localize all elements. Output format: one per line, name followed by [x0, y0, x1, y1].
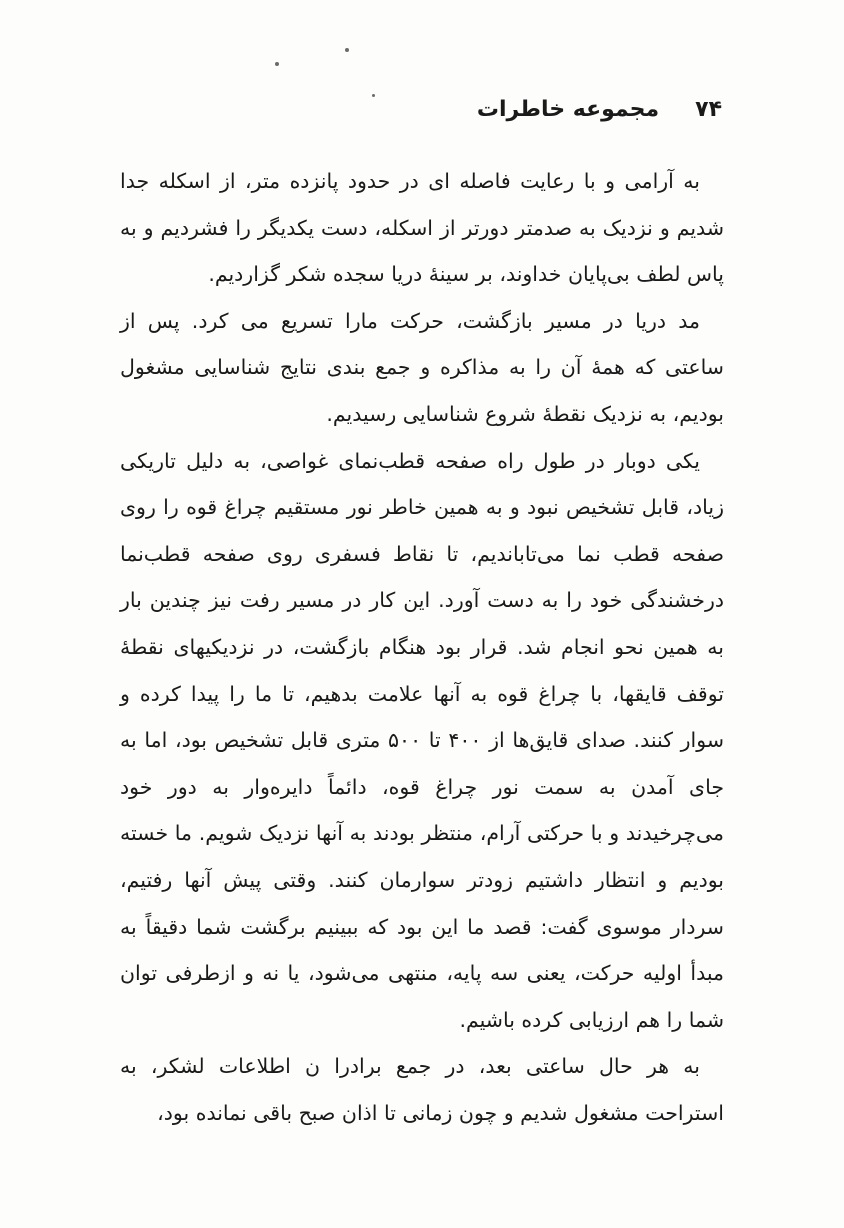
scan-speck [372, 94, 375, 97]
paragraph: به آرامی و با رعایت فاصله ای در حدود پانزده متر، از اسکله جدا شدیم و نزدیک به صدمتر دورتر از اسکله، دست یکدیگر را فشردیم و به پاس لطف بی‌پایان خداوند، بر سینهٔ دریا سجده شکر گزاردیم. [120, 169, 724, 287]
running-head [477, 92, 722, 128]
paragraph: یکی دوبار در طول راه صفحه قطب‌نمای غواصی، به دلیل تاریکی زیاد، قابل تشخیص نبود و به همین خاطر نور مستقیم چراغ قوه را روی صفحه قطب نما می‌تاباندیم، تا نقاط فسفری روی صفحه قطب‌نما درخشندگی خود را به دست آورد. این کار در مسیر رفت نیز چندین بار به همین نحو انجام شد. قرار بود هنگام بازگشت، در نزدیکیهای نقطهٔ توقف قایقها، با چراغ قوه به آنها علامت بدهیم، تا ما را پیدا کرده و سوار کنند. صدای قایق‌ها از ۴۰۰ تا ۵۰۰ متری قابل تشخیص بود، اما به جای آمدن به سمت نور چراغ قوه، دائماً دایره‌وار به دور خود می‌چرخیدند و با حرکتی آرام، منتظر بودند به آنها نزدیک شویم. ما خسته بودیم و انتظار داشتیم زودتر سوارمان کنند. وقتی پیش آنها رفتیم، سردار موسوی گفت: قصد ما این بود که ببینیم برگشت شما دقیقاً به مبدأ اولیه حرکت، یعنی سه پایه، منتهی می‌شود، یا نه و ازطرفی توان شما را هم ارزیابی کرده باشیم. [120, 448, 725, 1032]
running-title: مجموعه خاطرات [476, 97, 660, 122]
paragraph: مد دریا در مسیر بازگشت، حرکت مارا تسریع می کرد. پس از ساعتی که همهٔ آن را به مذاکره و جمع بندی نتایج شناسایی مشغول بودیم، به نزدیک نقطهٔ شروع شناسایی رسیدیم. [120, 308, 724, 426]
scan-speck [345, 48, 349, 52]
paragraph: به هر حال ساعتی بعد، در جمع برادرا ن اطلاعات لشکر، به استراحت مشغول شدیم و چون زمانی تا اذان صبح باقی نمانده بود، [120, 1054, 724, 1125]
page-number: ۷۴ [695, 97, 722, 122]
body-text [120, 158, 724, 1136]
scan-speck [275, 62, 279, 66]
